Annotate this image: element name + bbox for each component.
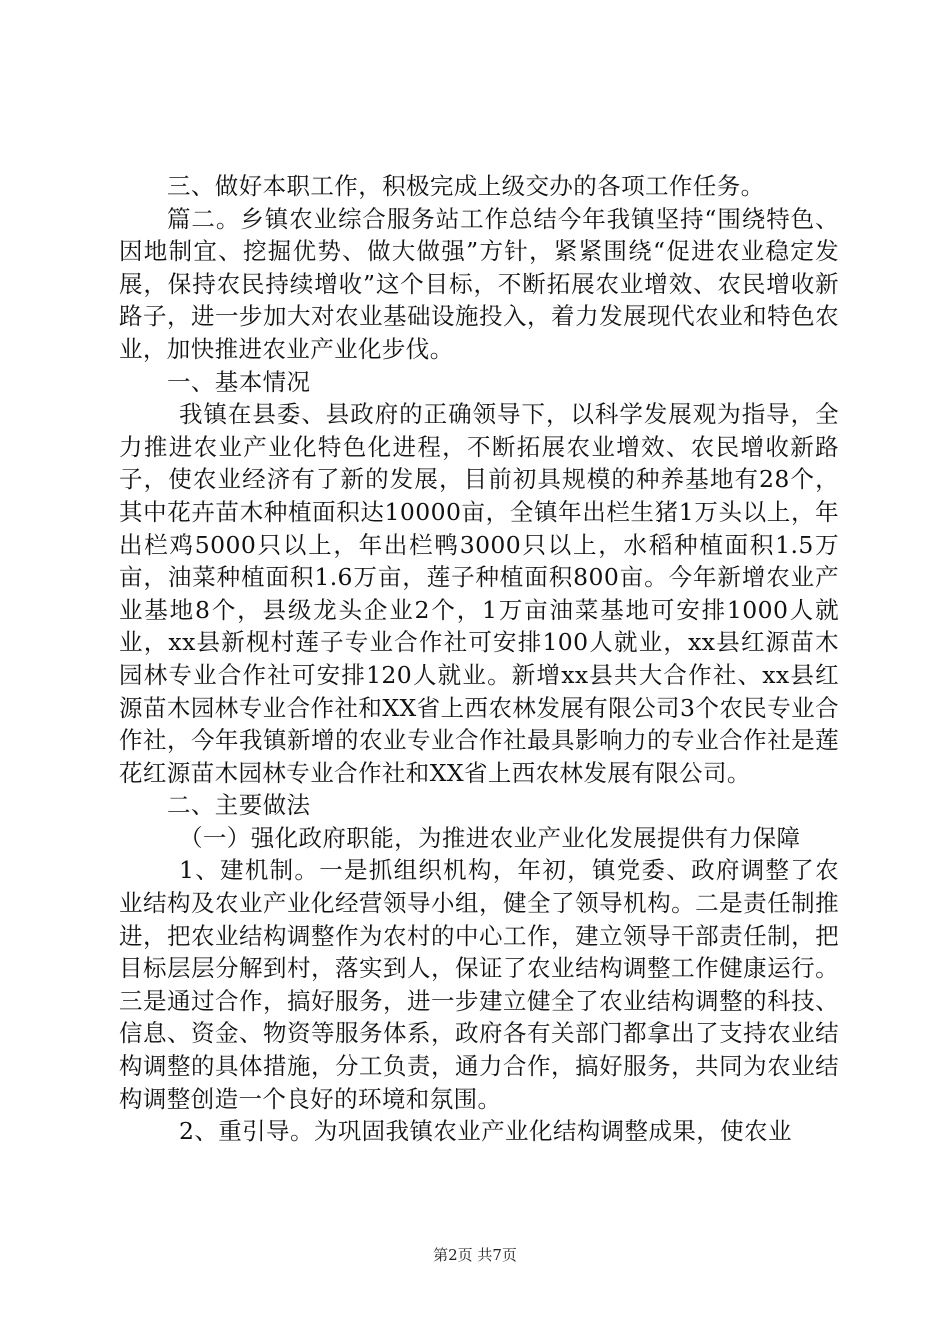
heading-basic-situation: 一、基本情况 [167,367,311,396]
page-number-footer: 第2页 共7页 [433,1246,517,1264]
paragraph-build-mechanism: 1、建机制。一是抓组织机构，年初，镇党委、政府调整了农业结构及农业产业化经营领导小组，健全了领导机构。二是责任制推进，把农业结构调整作为农村的中心工作，建立领导干部责任制，把目标层层分解到村，落实到人，保证了农业结构调整工作健康运行。三是通过合作，搞好服务，进一步建立健全了农业结构调整的科技、信息、资金、物资等服务体系，政府各有关部门都拿出了支持农业结构调整的具体措施，分工负责，通力合作，搞好服务，共同为农业结构调整创造一个良好的环境和氛围。 [119,856,839,1113]
paragraph-article-two-intro: 篇二。乡镇农业综合服务站工作总结今年我镇坚持“围绕特色、因地制宜、挖掘优势、做大做强”方针，紧紧围绕“促进农业稳定发展，保持农民持续增收”这个目标，不断拓展农业增效、农民增收新路子，进一步加大对农业基础设施投入，着力发展现代农业和特色农业，加快推进农业产业化步伐。 [119,204,839,363]
heading-main-practices: 二、主要做法 [167,791,311,820]
document-body [119,170,839,1148]
paragraph-section-three: 三、做好本职工作，积极完成上级交办的各项工作任务。 [167,172,765,200]
paragraph-basic-situation: 我镇在县委、县政府的正确领导下，以科学发展观为指导，全力推进农业产业化特色化进程，不断拓展农业增效、农民增收新路子，使农业经济有了新的发展，目前初具规模的种养基地有28个，其中花卉苗木种植面积达10000亩，全镇年出栏生猪1万头以上，年出栏鸡5000只以上，年出栏鸭3000只以上，水稻种植面积1.5万亩，油菜种植面积1.6万亩，莲子种植面积800亩。今年新增农业产业基地8个，县级龙头企业2个，1万亩油菜基地可安排1000人就业，xx县新枧村莲子专业合作社可安排100人就业，xx县红源苗木园林专业合作社可安排120人就业。新增xx县共大合作社、xx县红源苗木园林专业合作社和XX省上西农林发展有限公司3个农民专业合作社，今年我镇新增的农业专业合作社最具影响力的专业合作社是莲花红源苗木园林专业合作社和XX省上西农林发展有限公司。 [119,400,839,787]
paragraph-emphasize-guidance: 2、重引导。为巩固我镇农业产业化结构调整成果，使农业 [179,1117,792,1146]
subheading-strengthen-government: （一）强化政府职能，为推进农业产业化发展提供有力保障 [179,823,801,852]
